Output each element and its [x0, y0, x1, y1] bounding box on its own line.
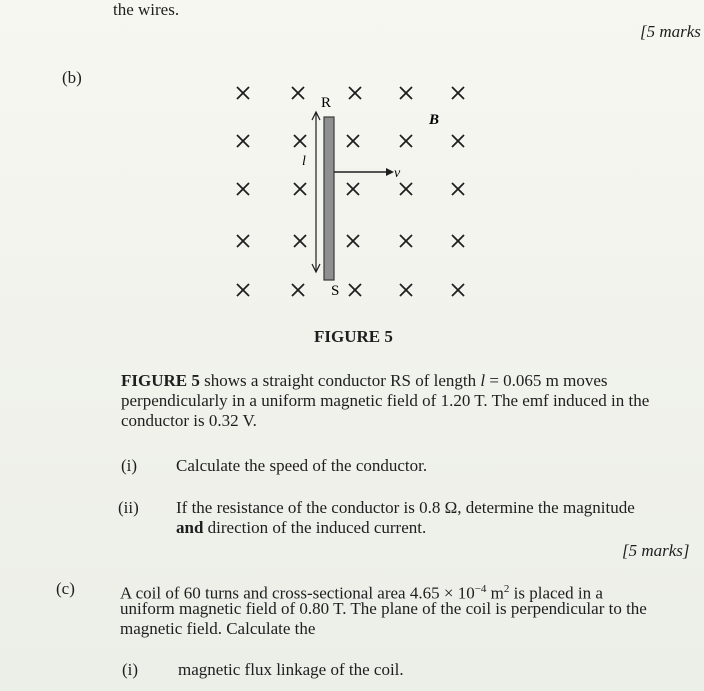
label-S: S — [331, 283, 340, 299]
question-b-i-text: Calculate the speed of the conductor. — [176, 456, 428, 475]
conductor-rod — [324, 117, 334, 280]
part-c-line-1-end: is placed in a — [509, 583, 603, 603]
figure-caption: FIGURE 5 — [314, 327, 393, 346]
velocity-arrow — [334, 168, 394, 176]
previous-question-fragment: the wires. — [113, 0, 180, 19]
question-b-i-number: (i) — [121, 456, 138, 475]
label-R: R — [321, 95, 332, 111]
question-b-ii-text-line-2 — [176, 518, 426, 538]
unit-exponent: 2 — [503, 583, 510, 595]
part-c-line-2: uniform magnetic field of 0.80 T. The plane of the coil is perpendicular to the — [120, 599, 647, 618]
emphasis-and: and — [176, 518, 204, 537]
description-line-3: conductor is 0.32 V. — [121, 411, 257, 430]
description-line-1-text: shows a straight conductor RS of length — [199, 371, 481, 390]
question-c-i-number: (i) — [122, 660, 139, 679]
label-B: B — [429, 112, 440, 128]
figure-reference: FIGURE 5 — [121, 371, 200, 390]
part-c-line-1-a: A coil of 60 turns and cross-sectional area 4.65 × 10 — [120, 583, 475, 603]
question-b-ii-number: (ii) — [118, 498, 139, 517]
part-c-line-3: magnetic field. Calculate the — [120, 619, 316, 638]
description-line-2: perpendicularly in a uniform magnetic field of 1.20 T. The emf induced in the — [121, 391, 650, 410]
length-arrow — [312, 112, 320, 272]
question-b-ii-text: If the resistance of the conductor is 0.8 Ω, determine the magnitude — [176, 498, 635, 517]
part-c-label: (c) — [56, 579, 75, 598]
label-l: l — [302, 154, 306, 169]
description-line-1 — [121, 371, 608, 391]
part-b-marks: [5 marks] — [622, 541, 690, 560]
exponent: −4 — [474, 583, 487, 595]
question-c-i-text: magnetic flux linkage of the coil. — [178, 660, 404, 679]
figure-5-diagram — [0, 0, 704, 340]
part-c-unit: m — [486, 583, 504, 603]
description-line-1-end: = 0.065 m moves — [485, 371, 608, 390]
previous-question-marks: [5 marks — [640, 22, 701, 41]
part-b-label: (b) — [62, 68, 82, 87]
question-b-ii-continuation: direction of the induced current. — [203, 518, 427, 537]
length-variable: l — [480, 371, 486, 390]
label-v: v — [394, 166, 401, 181]
